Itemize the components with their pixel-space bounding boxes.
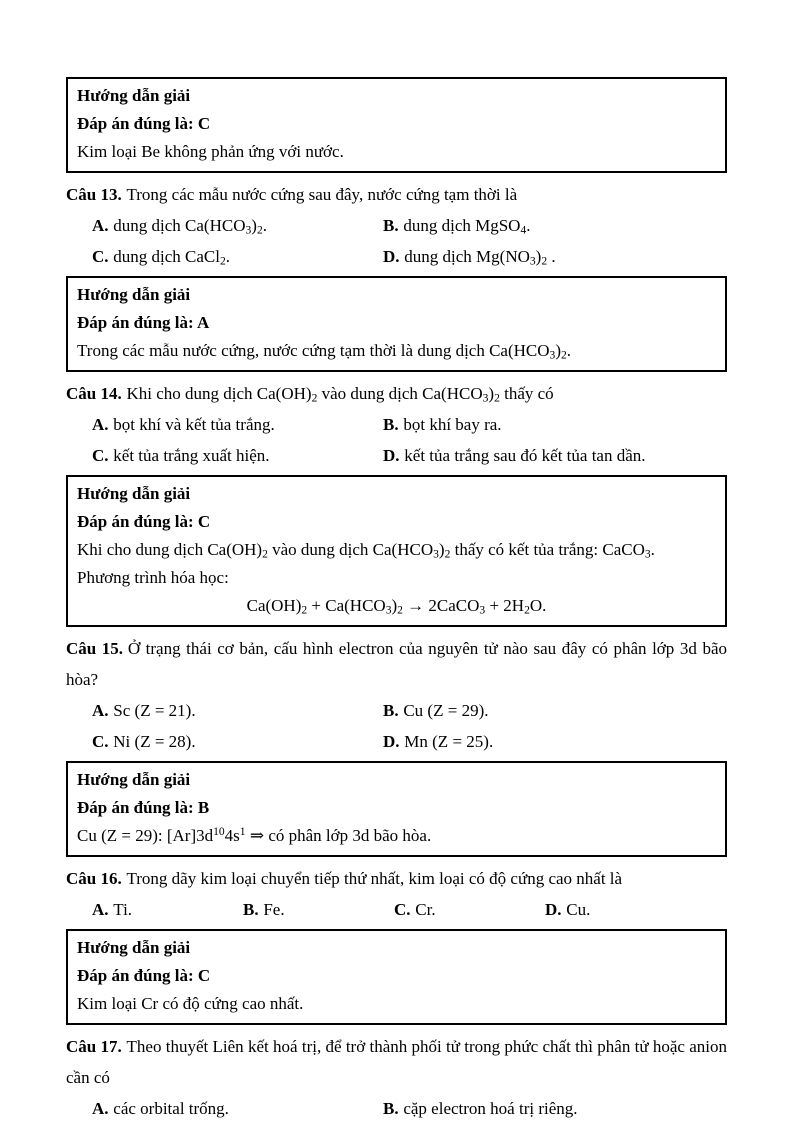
option-c: C. dung dịch CaCl$_2$. xyxy=(92,247,231,268)
option-b: B. Cu (Z = 29). xyxy=(383,701,489,720)
option-d: D. Mn (Z = 25). xyxy=(383,732,494,751)
question-16 xyxy=(66,863,727,925)
solution-box-q14 xyxy=(66,475,727,627)
solution-box-q12 xyxy=(66,77,727,173)
question-14-label: Câu 14. xyxy=(66,384,122,403)
option-b: B. cặp electron hoá trị riêng. xyxy=(383,1099,578,1118)
option-b: B. dung dịch MgSO$_4$. xyxy=(383,216,531,237)
option-row xyxy=(92,1093,727,1122)
question-17 xyxy=(66,1031,727,1122)
question-13-options xyxy=(66,210,727,272)
option-a: A. dung dịch $Ca(HCO_3)_2$. xyxy=(92,216,267,237)
question-14 xyxy=(66,378,727,471)
question-15-label: Câu 15. xyxy=(66,639,124,658)
solution-heading: Hướng dẫn giải xyxy=(77,770,191,789)
solution-heading: Hướng dẫn giải xyxy=(77,484,191,503)
question-13-text: Câu 13. Trong các mẫu nước cứng sau đây, nước cứng tạm thời là xyxy=(66,185,518,204)
option-c: C. kết tủa trắng xuất hiện. xyxy=(92,446,270,465)
solution-heading: Hướng dẫn giải xyxy=(77,285,191,304)
question-17-text: Câu 17. Theo thuyết Liên kết hoá trị, để trở thành phối tử trong phức chất thì phân tử hoặc anion cần có xyxy=(66,1037,728,1087)
question-14-options xyxy=(66,409,727,471)
solution-line: Kim loại Be không phản ứng với nước. xyxy=(77,142,344,161)
question-15-options xyxy=(66,695,727,757)
option-row xyxy=(92,409,727,440)
option-b: B. bọt khí bay ra. xyxy=(383,415,502,434)
option-c: C. Ni (Z = 28). xyxy=(92,732,196,751)
solution-heading: Hướng dẫn giải xyxy=(77,86,191,105)
option-d: D. kết tủa trắng sau đó kết tủa tan dần. xyxy=(383,446,646,465)
question-16-options xyxy=(66,894,727,925)
question-13 xyxy=(66,179,727,272)
option-row xyxy=(92,210,727,241)
question-14-text: Câu 14. Khi cho dung dịch $Ca(OH)_2$ vào dung dịch $Ca(HCO_3)_2$ thấy có xyxy=(66,384,554,405)
solution-box-q13 xyxy=(66,276,727,372)
solution-box-q16 xyxy=(66,929,727,1025)
solution-answer: Đáp án đúng là: A xyxy=(77,313,210,332)
solution-line: Trong các mẫu nước cứng, nước cứng tạm thời là dung dịch $Ca(HCO_3)_2$. xyxy=(77,341,572,362)
question-16-text: Câu 16. Trong dãy kim loại chuyển tiếp thứ nhất, kim loại có độ cứng cao nhất là xyxy=(66,869,623,888)
option-row xyxy=(92,440,727,471)
option-row xyxy=(92,241,727,272)
chemical-equation: $Ca(OH)_2 + Ca(HCO_3)_2$ → 2CaCO$_3$ + $2H_2O$. xyxy=(246,596,547,617)
option-row xyxy=(92,726,727,757)
option-b: B. Fe. xyxy=(243,900,285,919)
solution-box-q15 xyxy=(66,761,727,857)
question-13-label: Câu 13. xyxy=(66,185,122,204)
question-16-label: Câu 16. xyxy=(66,869,122,888)
question-15-text: Câu 15. Ở trạng thái cơ bản, cấu hình electron của nguyên tử nào sau đây có phân lớp 3d bão hòa? xyxy=(66,639,727,689)
solution-line: Cu (Z = 29): $[Ar]3d^{10}4s^1$ ⇒ có phân lớp 3d bão hòa. xyxy=(77,825,432,845)
solution-answer: Đáp án đúng là: C xyxy=(77,966,211,985)
solution-line: Kim loại Cr có độ cứng cao nhất. xyxy=(77,994,304,1013)
solution-answer: Đáp án đúng là: B xyxy=(77,798,210,817)
question-15 xyxy=(66,633,727,757)
option-row xyxy=(92,695,727,726)
question-17-label: Câu 17. xyxy=(66,1037,122,1056)
solution-answer: Đáp án đúng là: C xyxy=(77,512,211,531)
solution-line: Phương trình hóa học: xyxy=(77,568,229,587)
option-d: D. dung dịch $Mg(NO_3)_2$ . xyxy=(383,247,556,268)
solution-line: Khi cho dung dịch $Ca(OH)_2$ vào dung dịch $Ca(HCO_3)_2$ thấy có kết tủa trắng: CaCO$_3$. xyxy=(77,540,655,561)
option-a: A. các orbital trống. xyxy=(92,1099,229,1118)
option-row xyxy=(92,894,727,925)
solution-heading: Hướng dẫn giải xyxy=(77,938,191,957)
option-c: C. Cr. xyxy=(394,900,436,919)
option-a: A. bọt khí và kết tủa trắng. xyxy=(92,415,275,434)
option-a: A. Sc (Z = 21). xyxy=(92,701,196,720)
question-17-options xyxy=(66,1093,727,1122)
option-a: A. Ti. xyxy=(92,900,133,919)
option-d: D. Cu. xyxy=(545,900,591,919)
solution-answer: Đáp án đúng là: C xyxy=(77,114,211,133)
